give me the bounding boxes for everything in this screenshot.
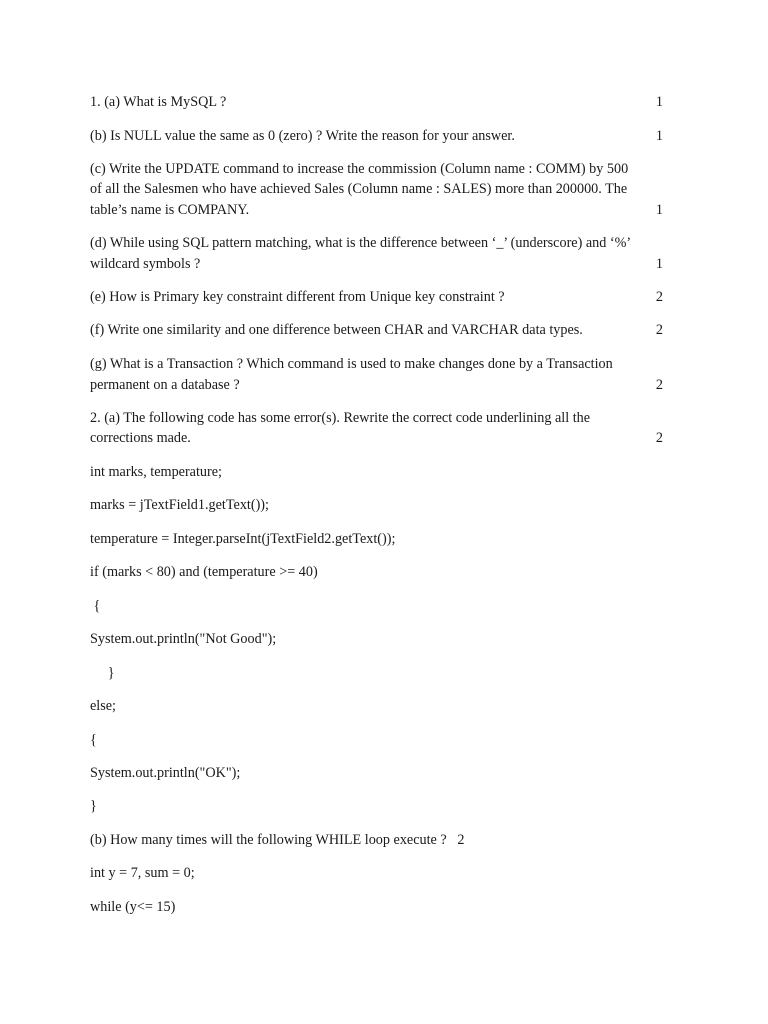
- question-1c-line2: of all the Salesmen who have achieved Sales (Column name : SALES) more than 200000. The: [90, 181, 628, 197]
- code-line: System.out.println("OK");: [90, 765, 241, 781]
- code-line: int y = 7, sum = 0;: [90, 865, 195, 881]
- code-line: if (marks < 80) and (temperature >= 40): [90, 564, 318, 580]
- question-2a-line2: corrections made.: [90, 430, 191, 446]
- question-1d-line1: (d) While using SQL pattern matching, what is the difference between ‘_’ (underscore) and ‘%’: [90, 235, 632, 251]
- marks-1a: 1: [655, 94, 663, 110]
- question-1e: (e) How is Primary key constraint different from Unique key constraint ?: [90, 289, 505, 305]
- marks-2a: 2: [655, 430, 663, 446]
- code-line: }: [90, 665, 115, 681]
- question-1c-line1: (c) Write the UPDATE command to increase the commission (Column name : COMM) by 500: [90, 161, 629, 177]
- marks-1b: 1: [655, 128, 663, 144]
- code-line: else;: [90, 698, 116, 714]
- question-1g-line1: (g) What is a Transaction ? Which command is used to make changes done by a Transaction: [90, 356, 613, 372]
- question-2b: (b) How many times will the following WHILE loop execute ? 2: [90, 832, 465, 848]
- marks-1f: 2: [655, 322, 663, 338]
- question-1d-line2: wildcard symbols ?: [90, 256, 201, 272]
- code-line: while (y<= 15): [90, 899, 176, 915]
- marks-1d: 1: [655, 256, 663, 272]
- question-2a-line1: 2. (a) The following code has some error(s). Rewrite the correct code underlining all the: [90, 410, 591, 426]
- code-line: temperature = Integer.parseInt(jTextField2.getText());: [90, 531, 396, 547]
- code-line: System.out.println("Not Good");: [90, 631, 277, 647]
- code-line: {: [90, 732, 97, 748]
- question-1f: (f) Write one similarity and one difference between CHAR and VARCHAR data types.: [90, 322, 583, 338]
- code-line: {: [90, 598, 101, 614]
- code-line: marks = jTextField1.getText());: [90, 497, 269, 513]
- question-1c-line3: table’s name is COMPANY.: [90, 202, 250, 218]
- code-line: int marks, temperature;: [90, 464, 222, 480]
- marks-1g: 2: [655, 377, 663, 393]
- marks-1c: 1: [655, 202, 663, 218]
- code-line: }: [90, 798, 97, 814]
- question-1b: (b) Is NULL value the same as 0 (zero) ? Write the reason for your answer.: [90, 128, 515, 144]
- question-1g-line2: permanent on a database ?: [90, 377, 240, 393]
- marks-1e: 2: [655, 289, 663, 305]
- question-1a: 1. (a) What is MySQL ?: [90, 94, 227, 110]
